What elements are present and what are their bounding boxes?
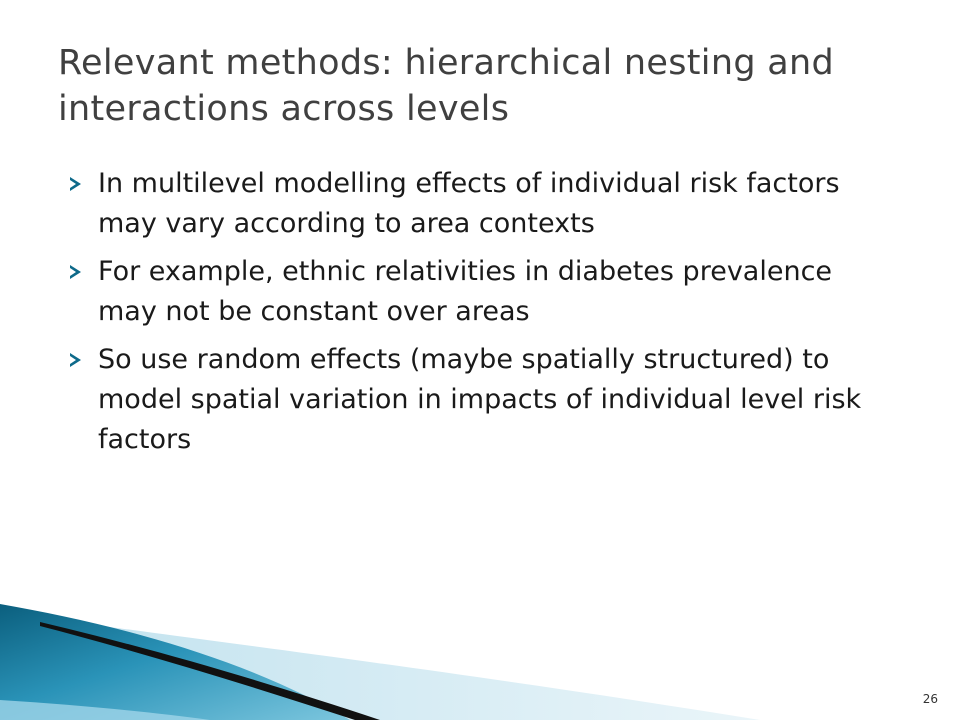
slide-title: Relevant methods: hierarchical nesting and interactions across levels bbox=[58, 43, 835, 129]
bullet-text: In multilevel modelling effects of individual risk factors may vary according to area contexts bbox=[98, 168, 840, 239]
slide-number: 26 bbox=[922, 692, 938, 706]
bullet-text: For example, ethnic relativities in diabetes prevalence may not be constant over areas bbox=[98, 256, 833, 327]
bullet-text: So use random effects (maybe spatially structured) to model spatial variation in impacts of individual level risk factors bbox=[98, 344, 862, 455]
